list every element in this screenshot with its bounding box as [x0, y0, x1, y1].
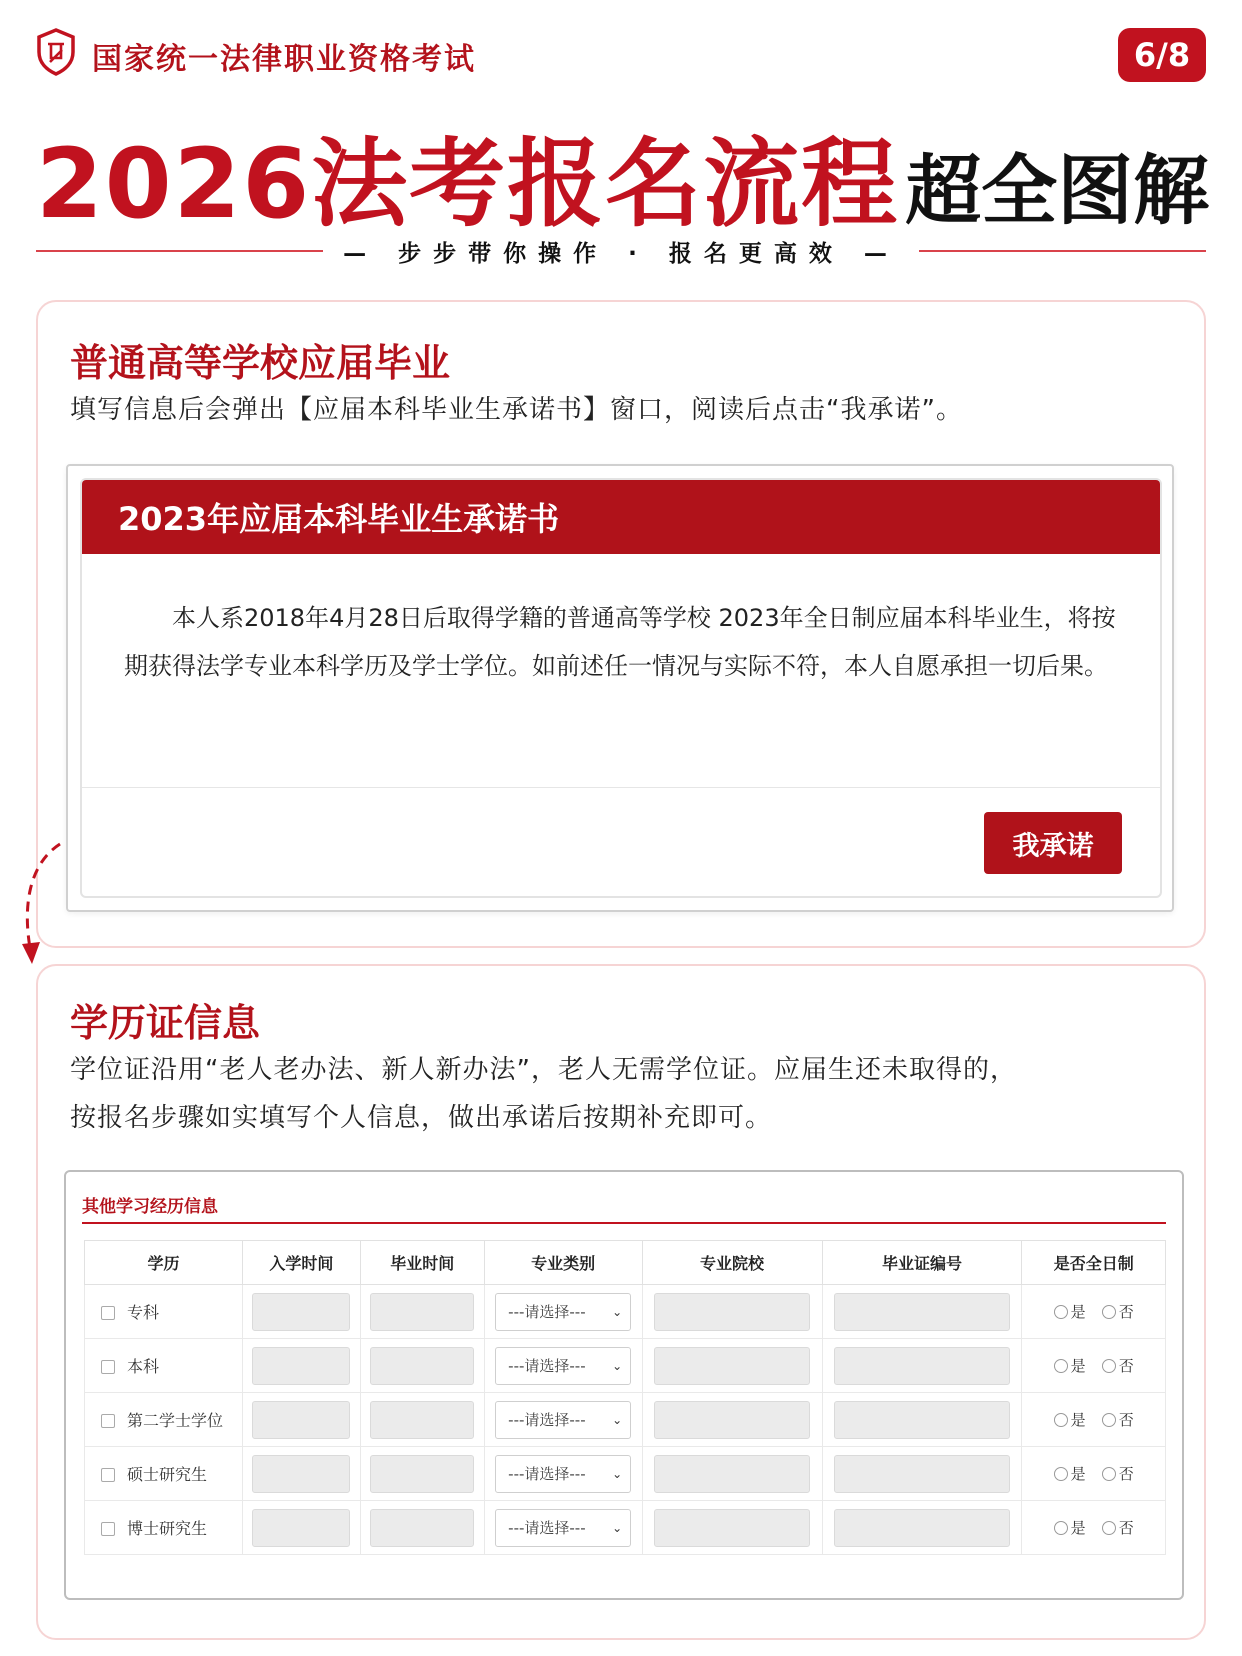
select-value: ---请选择--- — [508, 1411, 586, 1429]
fulltime-no-option[interactable] — [1102, 1519, 1134, 1537]
col-header-major-type: 专业类别 — [484, 1241, 642, 1285]
radio-button[interactable] — [1054, 1305, 1068, 1319]
radio-label-no: 否 — [1118, 1519, 1134, 1537]
radio-label-no: 否 — [1118, 1465, 1134, 1483]
chevron-down-icon: ⌄ — [612, 1466, 623, 1481]
grad-date-cell — [360, 1339, 484, 1393]
radio-button[interactable] — [1054, 1467, 1068, 1481]
enroll-date-cell — [242, 1285, 360, 1339]
pledge-text: 本人系2018年4月28日后取得学籍的普通高等学校 2023年全日制应届本科毕业生，将按期获得法学专业本科学历及学士学位。如前述任一情况与实际不符，本人自愿承担一切后果。 — [82, 554, 1160, 788]
cert-number-input[interactable] — [834, 1509, 1010, 1547]
dashed-arrow-icon — [14, 840, 74, 970]
degree-cell — [85, 1339, 243, 1393]
school-cell — [642, 1501, 822, 1555]
radio-label-no: 否 — [1118, 1303, 1134, 1321]
grad-date-input[interactable] — [370, 1509, 474, 1547]
col-header-cert-number: 毕业证编号 — [822, 1241, 1022, 1285]
chevron-down-icon: ⌄ — [612, 1412, 623, 1427]
table-row — [85, 1339, 1166, 1393]
section-diploma-info — [36, 964, 1206, 1640]
enroll-date-input[interactable] — [252, 1401, 350, 1439]
dialog-title: 2023年应届本科毕业生承诺书 — [82, 480, 1160, 554]
enroll-date-cell — [242, 1501, 360, 1555]
degree-checkbox[interactable] — [101, 1414, 115, 1428]
enroll-date-input[interactable] — [252, 1293, 350, 1331]
radio-label-yes: 是 — [1070, 1465, 1086, 1483]
major-type-select[interactable] — [495, 1455, 631, 1493]
major-type-select[interactable] — [495, 1293, 631, 1331]
select-value: ---请选择--- — [508, 1357, 586, 1375]
radio-label-yes: 是 — [1070, 1411, 1086, 1429]
radio-button[interactable] — [1102, 1359, 1116, 1373]
tagline: — 步步带你操作 · 报名更高效 — — [343, 240, 899, 267]
grad-date-cell — [360, 1285, 484, 1339]
cert-number-cell — [822, 1339, 1022, 1393]
cert-number-input[interactable] — [834, 1455, 1010, 1493]
major-type-cell — [484, 1285, 642, 1339]
major-type-select[interactable] — [495, 1401, 631, 1439]
school-cell — [642, 1447, 822, 1501]
cert-number-cell — [822, 1285, 1022, 1339]
study-history-panel — [64, 1170, 1184, 1600]
grad-date-input[interactable] — [370, 1455, 474, 1493]
section-description: 填写信息后会弹出【应届本科毕业生承诺书】窗口，阅读后点击“我承诺”。 — [70, 395, 963, 425]
grad-date-cell — [360, 1447, 484, 1501]
select-value: ---请选择--- — [508, 1519, 586, 1537]
title-red: 2026法考报名流程 — [36, 128, 900, 240]
cert-number-input[interactable] — [834, 1347, 1010, 1385]
fulltime-yes-option[interactable] — [1054, 1357, 1086, 1375]
divider-left — [36, 250, 323, 252]
table-row — [85, 1393, 1166, 1447]
major-type-cell — [484, 1339, 642, 1393]
radio-label-yes: 是 — [1070, 1303, 1086, 1321]
pledge-button[interactable]: 我承诺 — [984, 812, 1122, 874]
fulltime-yes-option[interactable] — [1054, 1303, 1086, 1321]
fulltime-cell — [1022, 1393, 1166, 1447]
chevron-down-icon: ⌄ — [612, 1304, 623, 1319]
radio-label-no: 否 — [1118, 1357, 1134, 1375]
enroll-date-cell — [242, 1447, 360, 1501]
degree-cell — [85, 1285, 243, 1339]
table-row — [85, 1447, 1166, 1501]
degree-checkbox[interactable] — [101, 1522, 115, 1536]
cert-number-cell — [822, 1501, 1022, 1555]
fulltime-cell — [1022, 1501, 1166, 1555]
enroll-date-cell — [242, 1393, 360, 1447]
enroll-date-cell — [242, 1339, 360, 1393]
major-type-cell — [484, 1501, 642, 1555]
major-type-cell — [484, 1447, 642, 1501]
section-description-line2: 按报名步骤如实填写个人信息，做出承诺后按期补充即可。 — [70, 1103, 773, 1133]
degree-label: 专科 — [127, 1303, 160, 1322]
school-cell — [642, 1339, 822, 1393]
radio-button[interactable] — [1054, 1521, 1068, 1535]
page-indicator: 6/8 — [1118, 28, 1206, 82]
pledge-dialog — [80, 478, 1162, 898]
panel-divider — [82, 1222, 1166, 1224]
title-black: 超全图解 — [905, 146, 1210, 235]
degree-label: 第二学士学位 — [127, 1411, 224, 1430]
fulltime-cell — [1022, 1447, 1166, 1501]
page-title — [36, 108, 1210, 240]
grad-date-cell — [360, 1393, 484, 1447]
section-title: 学历证信息 — [70, 1001, 261, 1045]
degree-checkbox[interactable] — [101, 1306, 115, 1320]
grad-date-input[interactable] — [370, 1293, 474, 1331]
school-input[interactable] — [654, 1293, 810, 1331]
radio-label-no: 否 — [1118, 1411, 1134, 1429]
radio-button[interactable] — [1054, 1359, 1068, 1373]
grad-date-input[interactable] — [370, 1401, 474, 1439]
table-row — [85, 1501, 1166, 1555]
degree-checkbox[interactable] — [101, 1360, 115, 1374]
major-type-select[interactable] — [495, 1347, 631, 1385]
degree-cell — [85, 1393, 243, 1447]
school-input[interactable] — [654, 1347, 810, 1385]
panel-title: 其他学习经历信息 — [82, 1197, 218, 1217]
degree-label: 硕士研究生 — [127, 1465, 208, 1484]
radio-button[interactable] — [1102, 1521, 1116, 1535]
grad-date-cell — [360, 1501, 484, 1555]
section-description-line1: 学位证沿用“老人老办法、新人新办法”，老人无需学位证。应届生还未取得的， — [70, 1055, 1017, 1085]
radio-button[interactable] — [1102, 1467, 1116, 1481]
major-type-select[interactable] — [495, 1509, 631, 1547]
pledge-window — [66, 464, 1174, 912]
degree-label: 本科 — [127, 1357, 160, 1376]
radio-label-yes: 是 — [1070, 1519, 1086, 1537]
select-value: ---请选择--- — [508, 1303, 586, 1321]
radio-label-yes: 是 — [1070, 1357, 1086, 1375]
fulltime-no-option[interactable] — [1102, 1303, 1134, 1321]
section-title: 普通高等学校应届毕业 — [70, 341, 451, 385]
cert-number-cell — [822, 1447, 1022, 1501]
cert-number-cell — [822, 1393, 1022, 1447]
degree-cell — [85, 1447, 243, 1501]
chevron-down-icon: ⌄ — [612, 1358, 623, 1373]
enroll-date-input[interactable] — [252, 1455, 350, 1493]
radio-button[interactable] — [1102, 1413, 1116, 1427]
table-header-row — [85, 1241, 1166, 1285]
cert-number-input[interactable] — [834, 1401, 1010, 1439]
fulltime-no-option[interactable] — [1102, 1411, 1134, 1429]
fulltime-yes-option[interactable] — [1054, 1411, 1086, 1429]
major-type-cell — [484, 1393, 642, 1447]
col-header-degree: 学历 — [85, 1241, 243, 1285]
section-fresh-graduate — [36, 300, 1206, 948]
school-input[interactable] — [654, 1455, 810, 1493]
top-bar — [36, 28, 1206, 84]
school-input[interactable] — [654, 1509, 810, 1547]
degree-label: 博士研究生 — [127, 1519, 208, 1538]
degree-cell — [85, 1501, 243, 1555]
col-header-grad-date: 毕业时间 — [360, 1241, 484, 1285]
fulltime-cell — [1022, 1285, 1166, 1339]
cert-number-input[interactable] — [834, 1293, 1010, 1331]
radio-button[interactable] — [1054, 1413, 1068, 1427]
chevron-down-icon: ⌄ — [612, 1520, 623, 1535]
grad-date-input[interactable] — [370, 1347, 474, 1385]
table-row — [85, 1285, 1166, 1339]
radio-button[interactable] — [1102, 1305, 1116, 1319]
enroll-date-input[interactable] — [252, 1347, 350, 1385]
degree-checkbox[interactable] — [101, 1468, 115, 1482]
org-name: 国家统一法律职业资格考试 — [92, 42, 476, 77]
school-input[interactable] — [654, 1401, 810, 1439]
school-cell — [642, 1285, 822, 1339]
education-table — [84, 1240, 1166, 1555]
fulltime-no-option[interactable] — [1102, 1357, 1134, 1375]
fulltime-yes-option[interactable] — [1054, 1519, 1086, 1537]
fulltime-cell — [1022, 1339, 1166, 1393]
fulltime-yes-option[interactable] — [1054, 1465, 1086, 1483]
select-value: ---请选择--- — [508, 1465, 586, 1483]
divider-right — [919, 250, 1206, 252]
fulltime-no-option[interactable] — [1102, 1465, 1134, 1483]
tagline-row — [36, 236, 1206, 266]
col-header-fulltime: 是否全日制 — [1022, 1241, 1166, 1285]
col-header-enroll-date: 入学时间 — [242, 1241, 360, 1285]
shield-icon — [36, 28, 76, 76]
col-header-school: 专业院校 — [642, 1241, 822, 1285]
enroll-date-input[interactable] — [252, 1509, 350, 1547]
school-cell — [642, 1393, 822, 1447]
